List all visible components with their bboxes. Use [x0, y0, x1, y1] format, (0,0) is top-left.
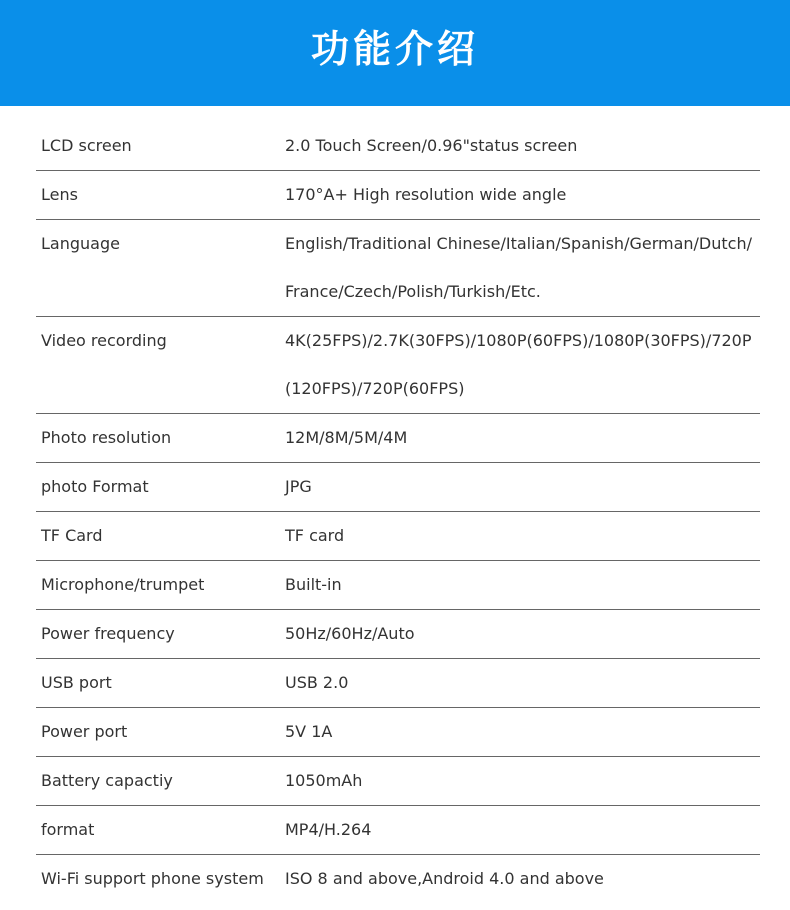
- spec-label: Video recording: [41, 331, 167, 350]
- spec-label: USB port: [41, 673, 112, 692]
- spec-label: LCD screen: [41, 136, 132, 155]
- spec-label: Photo resolution: [41, 428, 172, 447]
- spec-value: 2.0 Touch Screen/0.96"status screen: [285, 136, 578, 155]
- spec-row-battery: [36, 757, 760, 806]
- header-banner: [0, 0, 790, 106]
- spec-row-power-frequency: [36, 610, 760, 659]
- spec-label: format: [41, 820, 95, 839]
- spec-row-power-port: [36, 708, 760, 757]
- spec-value: 12M/8M/5M/4M: [285, 428, 408, 447]
- spec-value: TF card: [285, 526, 345, 545]
- spec-row-video-recording: [36, 317, 760, 414]
- spec-row-wifi: [36, 855, 760, 903]
- spec-value: USB 2.0: [285, 673, 349, 692]
- spec-row-photo-format: [36, 463, 760, 512]
- spec-label: Power port: [41, 722, 128, 741]
- spec-label: Lens: [41, 185, 78, 204]
- spec-row-usb-port: [36, 659, 760, 708]
- spec-row-microphone: [36, 561, 760, 610]
- spec-label: Language: [41, 234, 120, 253]
- spec-label: TF Card: [41, 526, 103, 545]
- spec-row-lcd-screen: [36, 122, 760, 171]
- page-title: 功能介绍: [310, 26, 479, 71]
- spec-value: 5V 1A: [285, 722, 333, 741]
- spec-label: Power frequency: [41, 624, 175, 643]
- spec-value: 170°A+ High resolution wide angle: [285, 185, 567, 204]
- spec-value: 50Hz/60Hz/Auto: [285, 624, 415, 643]
- spec-label: Microphone/trumpet: [41, 575, 205, 594]
- spec-label: Battery capactiy: [41, 771, 173, 790]
- spec-table: [36, 122, 760, 903]
- spec-row-tf-card: [36, 512, 760, 561]
- spec-value: English/Traditional Chinese/Italian/Spanish/German/Dutch/ France/Czech/Polish/Turkish/Etc.: [285, 234, 752, 301]
- spec-value: 1050mAh: [285, 771, 363, 790]
- spec-value: Built-in: [285, 575, 342, 594]
- spec-value: 4K(25FPS)/2.7K(30FPS)/1080P(60FPS)/1080P(30FPS)/720P (120FPS)/720P(60FPS): [285, 331, 752, 398]
- spec-label: photo Format: [41, 477, 149, 496]
- spec-row-language: [36, 220, 760, 317]
- spec-row-lens: [36, 171, 760, 220]
- spec-row-format: [36, 806, 760, 855]
- spec-value: JPG: [285, 477, 312, 496]
- spec-value: ISO 8 and above,Android 4.0 and above: [285, 869, 604, 888]
- spec-value: MP4/H.264: [285, 820, 372, 839]
- spec-label: Wi-Fi support phone system: [41, 869, 264, 888]
- spec-row-photo-resolution: [36, 414, 760, 463]
